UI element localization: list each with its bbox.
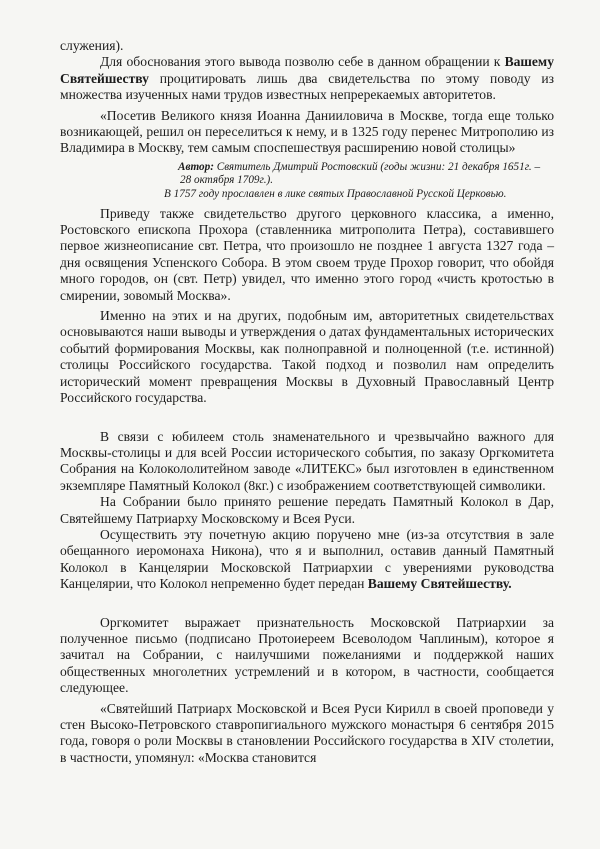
paragraph-gratitude: Оргкомитет выражает признательность Московской Патриархии за полученное письмо (подписано Протоиереем Всеволодом Чаплиным), которое я зачитал на Собрании, с наилучшими пожеланиями и поддержкой наших общественных многолетних устремлений и в котором, в частности, сообщается следующее. [60, 614, 554, 696]
paragraph-conclusions: Именно на этих и на других, подобным им, авторитетных свидетельствах основываются наши выводы и утверждения о датах фундаментальных исторических событий формирования Москвы, как полноправной и полноценной (т.е. истинной) столицы Российского государства. Такой подход и позволил нам определить исторический момент превращения Москвы в Духовный Православный Центр Российского государства. [60, 308, 554, 406]
paragraph-decision: На Собрании было принято решение передать Памятный Колокол в Дар, Святейшему Патриарху Московскому и Всея Руси. [60, 494, 554, 526]
paragraph-prokhor: Приведу также свидетельство другого церковного классика, а именно, Ростовского епископа Прохора (ставленника митрополита Петра), составившего первое жизнеописание свт. Петра, что произошло не позднее 1 августа 1327 года – дня освящения Успенского Собора. В этом своем труде Прохор говорит, что обойдя много городов, он (свт. Петр) увидел, что именно этого город «чисть кротостью в смирении, зовомый Москва». [60, 205, 554, 303]
author-label: Автор: [178, 160, 214, 173]
paragraph-continuation: служения). [60, 38, 124, 53]
paragraph-intro: Для обоснования этого вывода позволю себе в данном обращении к Вашему Святейшеству процитировать лишь два свидетельства по этому поводу из множества изученных нами трудов известных непререкаемых авторитетов. [60, 54, 554, 103]
paragraph-bell: В связи с юбилеем столь знаменательного и чрезвычайно важного для Москвы-столицы и для всей России исторического события, по заказу Оргкомитета Собрания на Колокололитейном заводе «ЛИТЕКС» был изготовлен в единственном экземпляре Памятный Колокол (8кг.) с изображением соответствующей символики. [60, 428, 554, 493]
author-dates: 28 октября 1709г.). [180, 174, 274, 187]
author-canonization: В 1757 году прославлен в лике святых Православной Русской Церковью. [164, 188, 507, 201]
paragraph-delivery: Осуществить эту почетную акцию поручено мне (из-за отсутствия в зале обещанного иеромонаха Никона), что я и выполнил, оставив данный Памятный Колокол в Канцелярии Московской Патриархии с уверениями руководства Канцелярии, что Колокол непременно будет передан Вашему Святейшеству. [60, 526, 554, 592]
quote-patriarch: «Святейший Патриарх Московской и Всея Руси Кирилл в своей проповеди у стен Высоко-Петровского ставропигиального мужского монастыря 6 сентября 2015 года, говоря о роли Москвы в становлении Российского государства в XIV столетии, в частности, упомянул: «Москва становится [60, 700, 554, 765]
address-bold: Вашему Святейшеству [60, 54, 554, 86]
quote-dmitry: «Посетив Великого князя Иоанна Данииловича в Москве, тогда еще только возникающей, решил он переселиться к нему, и в 1325 году перенес Митрополию из Владимира в Москву, тем самым споспешествуя расширению новой столицы» [60, 107, 554, 156]
quote-author: Автор: Святитель Дмитрий Ростовский (годы жизни: 21 декабря 1651г. – 28 октября 1709г.). В 1757 году прославлен в лике святых Православной Русской Церковью. [178, 161, 554, 202]
address-bold-2: Вашему Святейшеству. [367, 576, 512, 592]
